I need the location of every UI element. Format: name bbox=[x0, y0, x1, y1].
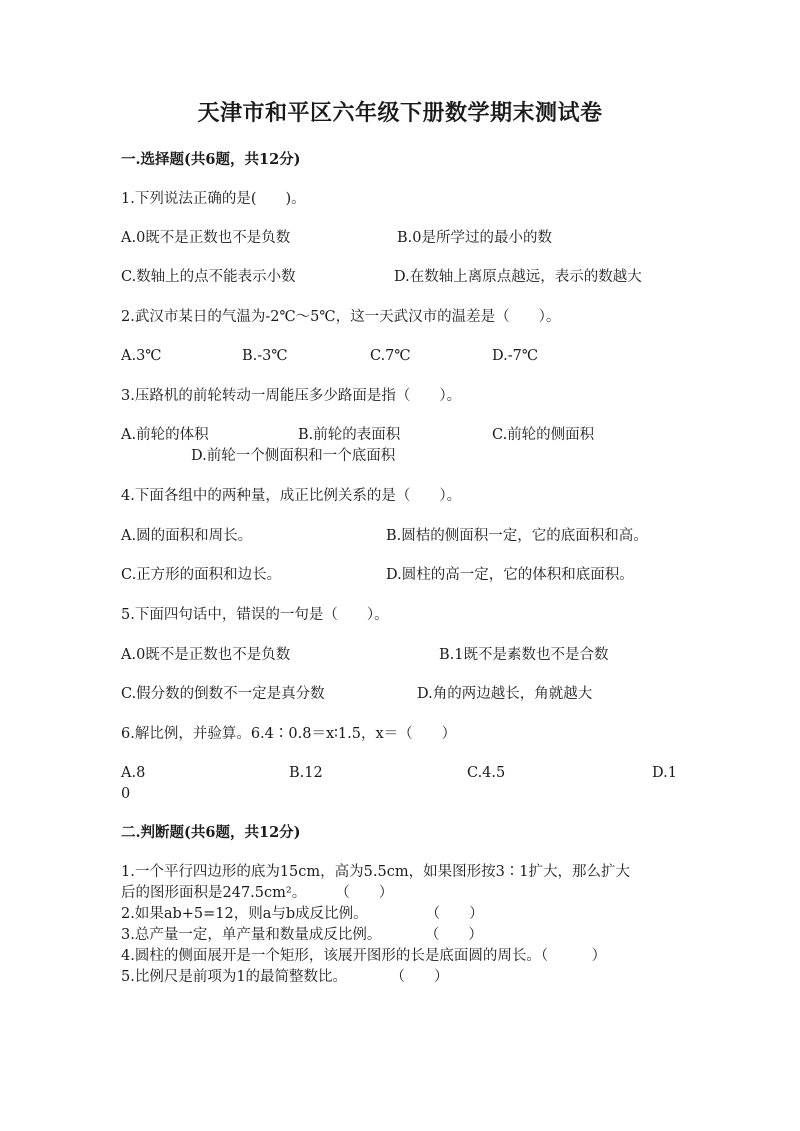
question-5-option-c: C.假分数的倒数不一定是真分数 bbox=[121, 686, 325, 702]
section-heading-judgement: 二.判断题(共6题，共12分) bbox=[121, 824, 301, 841]
question-4-option-d: D.圆柱的高一定，它的体积和底面积。 bbox=[386, 567, 634, 583]
question-5-option-a: A.0既不是正数也不是负数 bbox=[121, 647, 291, 663]
question-3-option-b: B.前轮的表面积 bbox=[298, 427, 401, 443]
question-6-option-d-wrap: 0 bbox=[121, 786, 131, 802]
question-2-option-b: B.-3℃ bbox=[242, 348, 288, 364]
question-1-option-b: B.0是所学过的最小的数 bbox=[397, 230, 552, 246]
question-5-option-d: D.角的两边越长，角就越大 bbox=[417, 686, 593, 702]
question-1-option-d: D.在数轴上离原点越远，表示的数越大 bbox=[394, 269, 642, 285]
question-4-stem: 4.下面各组中的两种量，成正比例关系的是（ ）。 bbox=[121, 488, 462, 504]
question-6-stem: 6.解比例，并验算。6.4∶0.8＝x∶1.5，x＝（ ） bbox=[121, 726, 457, 742]
question-6-option-d: D.1 bbox=[652, 765, 677, 781]
question-1-stem: 1.下列说法正确的是( )。 bbox=[121, 191, 306, 207]
question-4-option-a: A.圆的面积和周长。 bbox=[121, 528, 253, 544]
judgement-item-2: 2.如果ab+5=12，则a与b成反比例。 （ ） bbox=[121, 906, 484, 922]
judgement-item-1-line-2: 后的图形面积是247.5cm²。 （ ） bbox=[121, 885, 394, 901]
question-1-option-c: C.数轴上的点不能表示小数 bbox=[121, 269, 296, 285]
question-2-option-d: D.-7℃ bbox=[492, 348, 539, 364]
judgement-item-4: 4.圆柱的侧面展开是一个矩形，该展开图形的长是底面圆的周长。（ ） bbox=[121, 948, 607, 964]
question-3-option-a: A.前轮的体积 bbox=[121, 427, 209, 443]
judgement-item-1-line-1: 1.一个平行四边形的底为15cm，高为5.5cm，如果图形按3∶1扩大，那么扩大 bbox=[121, 864, 631, 880]
question-6-option-c: C.4.5 bbox=[467, 765, 506, 781]
question-5-option-b: B.1既不是素数也不是合数 bbox=[439, 647, 609, 663]
question-4-option-b: B.圆桔的侧面积一定，它的底面积和高。 bbox=[386, 528, 648, 544]
question-2-option-c: C.7℃ bbox=[370, 348, 411, 364]
judgement-item-3: 3.总产量一定，单产量和数量成反比例。 （ ） bbox=[121, 927, 483, 943]
question-3-option-c: C.前轮的侧面积 bbox=[492, 427, 595, 443]
question-3-stem: 3.压路机的前轮转动一周能压多少路面是指（ ）。 bbox=[121, 388, 462, 404]
question-1-option-a: A.0既不是正数也不是负数 bbox=[121, 230, 291, 246]
question-4-option-c: C.正方形的面积和边长。 bbox=[121, 567, 282, 583]
page-title: 天津市和平区六年级下册数学期末测试卷 bbox=[197, 100, 603, 126]
question-2-stem: 2.武汉市某日的气温为-2℃～5℃，这一天武汉市的温差是（ ）。 bbox=[121, 309, 561, 325]
section-heading-choice: 一.选择题(共6题，共12分) bbox=[121, 151, 301, 168]
question-6-option-a: A.8 bbox=[121, 765, 146, 781]
judgement-item-5: 5.比例尺是前项为1的最简整数比。 （ ） bbox=[121, 969, 449, 985]
question-6-option-b: B.12 bbox=[289, 765, 323, 781]
question-3-option-d: D.前轮一个侧面积和一个底面积 bbox=[191, 448, 396, 464]
question-5-stem: 5.下面四句话中，错误的一句是（ ）。 bbox=[121, 607, 389, 623]
question-2-option-a: A.3℃ bbox=[121, 348, 162, 364]
